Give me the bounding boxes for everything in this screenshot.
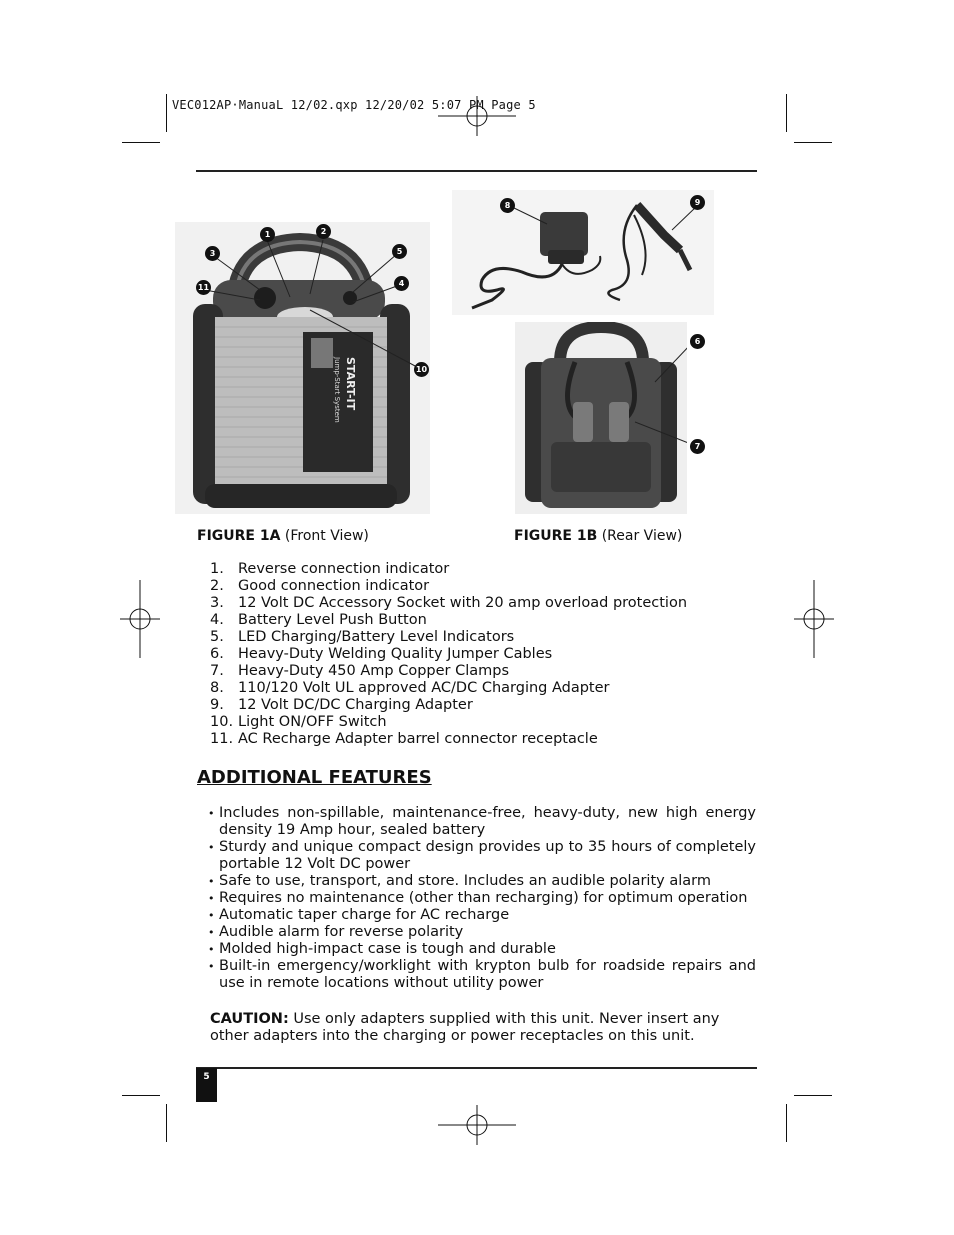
- callout-badge: 7: [690, 439, 705, 454]
- list-item: • Molded high-impact case is tough and durable: [208, 941, 756, 958]
- callout-badge: 8: [500, 198, 515, 213]
- crop-mark: [166, 94, 167, 132]
- list-item: 10. Light ON/OFF Switch: [210, 714, 387, 730]
- crop-mark: [122, 142, 160, 143]
- list-item: 9. 12 Volt DC/DC Charging Adapter: [210, 697, 473, 713]
- top-rule: [196, 170, 757, 172]
- figure-1b-caption: [514, 528, 682, 544]
- figure-1a-front-view-image: [175, 222, 430, 514]
- figure-1b-adapters-image: [452, 190, 714, 315]
- list-item: • Automatic taper charge for AC recharge: [208, 907, 756, 924]
- svg-text:START-IT: START-IT: [344, 357, 357, 411]
- figure-1b-label: FIGURE 1B: [514, 528, 598, 544]
- svg-text:Jump-Start System: Jump-Start System: [333, 357, 341, 423]
- list-item: 2. Good connection indicator: [210, 578, 430, 594]
- registration-mark-left: [120, 580, 160, 658]
- page-number: 5: [196, 1068, 217, 1102]
- caution-label: CAUTION:: [210, 1011, 289, 1027]
- callout-badge: 3: [205, 246, 220, 261]
- list-item: 8. 110/120 Volt UL approved AC/DC Charging Adapter: [210, 680, 610, 696]
- caution-note: [210, 1011, 758, 1045]
- crop-mark: [794, 142, 832, 143]
- callout-badge: 6: [690, 334, 705, 349]
- list-item: 3. 12 Volt DC Accessory Socket with 20 amp overload protection: [210, 595, 688, 611]
- features-list: [208, 805, 756, 992]
- figure-1b-view: (Rear View): [601, 528, 683, 544]
- caution-text: Use only adapters supplied with this unit. Never insert any other adapters into the charging or power receptacles on this unit.: [210, 1011, 720, 1044]
- callout-badge: 1: [260, 227, 275, 242]
- list-item: 11. AC Recharge Adapter barrel connector receptacle: [210, 731, 598, 747]
- callout-badge: 9: [690, 195, 705, 210]
- figure-1a-label: FIGURE 1A: [197, 528, 281, 544]
- crop-mark: [166, 1104, 167, 1142]
- list-item: • Safe to use, transport, and store. Includes an audible polarity alarm: [208, 873, 756, 890]
- list-item: • Includes non-spillable, maintenance-free, heavy-duty, new high energy density 19 Amp hour, sealed battery: [208, 805, 756, 839]
- callout-badge: 4: [394, 276, 409, 291]
- figure-1a-view: (Front View): [284, 528, 369, 544]
- list-item: 6. Heavy-Duty Welding Quality Jumper Cables: [210, 646, 553, 662]
- list-item: 5. LED Charging/Battery Level Indicators: [210, 629, 515, 645]
- list-item: • Sturdy and unique compact design provides up to 35 hours of completely portable 12 Volt DC power: [208, 839, 756, 873]
- section-heading: ADDITIONAL FEATURES: [197, 767, 432, 788]
- list-item: 7. Heavy-Duty 450 Amp Copper Clamps: [210, 663, 510, 679]
- print-slug: VEC012AP·ManuaL 12/02.qxp 12/20/02 5:07 PM Page 5: [172, 98, 536, 112]
- callout-badge: 11: [196, 280, 211, 295]
- registration-mark-bottom: [438, 1105, 516, 1145]
- registration-mark-top: [438, 96, 516, 136]
- figure-1a-caption: [197, 528, 369, 544]
- list-item: • Audible alarm for reverse polarity: [208, 924, 756, 941]
- registration-mark-right: [794, 580, 834, 658]
- bottom-rule: [196, 1067, 757, 1069]
- list-item: 4. Battery Level Push Button: [210, 612, 427, 628]
- crop-mark: [794, 1095, 832, 1096]
- crop-mark: [786, 94, 787, 132]
- figure-1b-rear-view-image: [515, 322, 687, 514]
- crop-mark: [786, 1104, 787, 1142]
- crop-mark: [122, 1095, 160, 1096]
- list-item: • Built-in emergency/worklight with krypton bulb for roadside repairs and use in remote locations without utility power: [208, 958, 756, 992]
- callout-badge: 10: [414, 362, 429, 377]
- callout-badge: 2: [316, 224, 331, 239]
- list-item: • Requires no maintenance (other than recharging) for optimum operation: [208, 890, 756, 907]
- list-item: 1. Reverse connection indicator: [210, 561, 450, 577]
- callout-badge: 5: [392, 244, 407, 259]
- parts-list: [210, 561, 687, 748]
